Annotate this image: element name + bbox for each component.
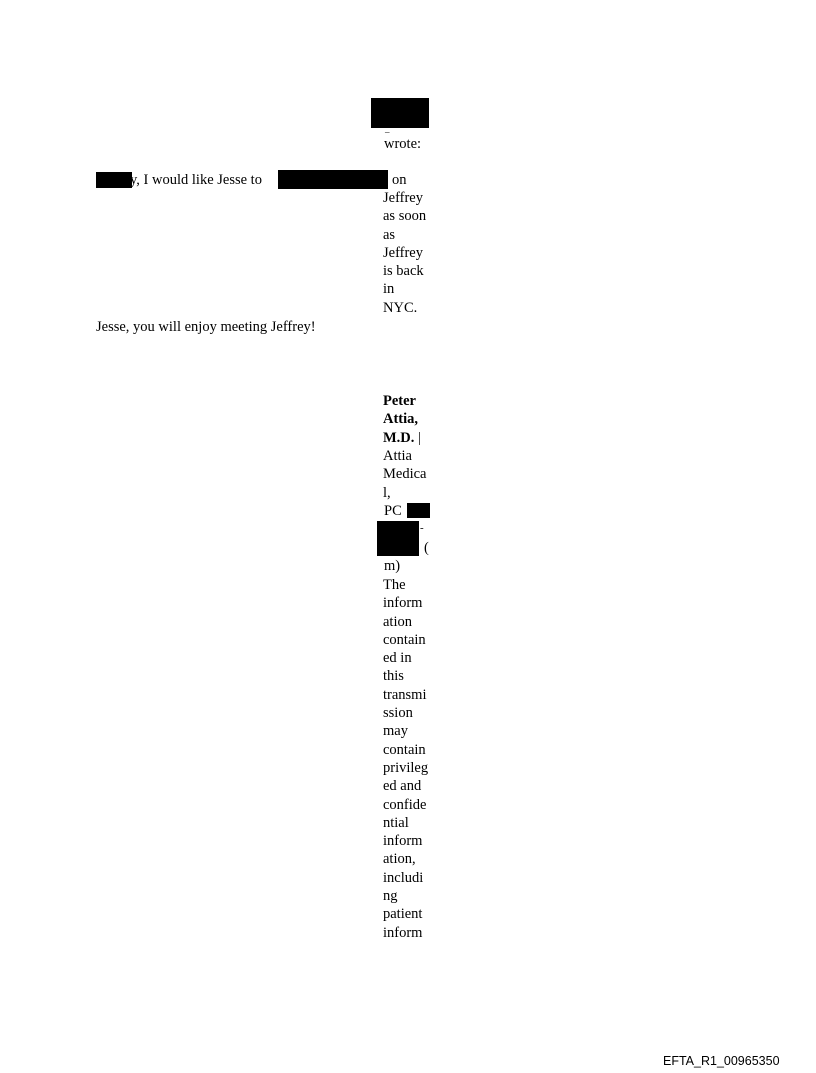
column-word: Jeffrey	[383, 190, 423, 206]
signature-name-line: Peter	[383, 393, 416, 409]
redaction-block	[377, 521, 419, 556]
disclaimer-line: ssion	[383, 705, 413, 722]
disclaimer-line: ation	[383, 613, 412, 630]
disclaimer-line: this	[383, 668, 404, 685]
disclaimer-line: ntial	[383, 814, 409, 831]
redaction-block	[371, 98, 429, 128]
signature-name-line: M.D. |	[383, 429, 421, 446]
disclaimer-line: ed in	[383, 650, 412, 667]
disclaimer-line: contain	[383, 631, 426, 648]
phone-dash: -	[420, 522, 424, 534]
disclaimer-line: inform	[383, 924, 423, 941]
message-greeting: y, I would like Jesse to	[130, 172, 262, 188]
disclaimer-line: patient	[383, 906, 423, 923]
company-line: l,	[383, 484, 391, 501]
company-line: Medica	[383, 466, 427, 483]
redaction-block	[278, 170, 388, 189]
underscore-mark: _	[385, 124, 390, 134]
column-word: as soon	[383, 208, 427, 225]
column-word: NYC.	[383, 299, 418, 316]
document-id: EFTA_R1_00965350	[663, 1054, 780, 1068]
disclaimer-line: ng	[383, 888, 398, 905]
paren-open: (	[424, 540, 429, 556]
redaction-block	[407, 503, 430, 518]
disclaimer-line: The	[383, 577, 406, 593]
disclaimer-line: may	[383, 723, 408, 740]
signature-name-line: Attia,	[383, 411, 419, 428]
disclaimer-line: contain	[383, 741, 426, 758]
disclaimer-line: confide	[383, 796, 427, 813]
company-line: Attia	[383, 448, 412, 464]
disclaimer-line: ed and	[383, 778, 422, 795]
message-on: on	[392, 172, 407, 188]
disclaimer-line: ation,	[383, 851, 416, 868]
signature-company	[383, 447, 435, 502]
message-column	[383, 189, 435, 317]
message-closing: Jesse, you will enjoy meeting Jeffrey!	[96, 319, 316, 335]
column-word: is back	[383, 263, 424, 280]
disclaimer-line: inform	[383, 833, 423, 850]
column-word: Jeffrey	[383, 244, 423, 261]
wrote-label: wrote:	[384, 136, 422, 152]
disclaimer-line: transmi	[383, 686, 427, 703]
redaction-block	[96, 172, 132, 188]
column-word: as	[383, 226, 396, 243]
disclaimer-line: privileg	[383, 759, 429, 776]
column-word: in	[383, 281, 395, 298]
signature-separator: |	[414, 429, 421, 446]
email-close: m)	[384, 558, 401, 574]
disclaimer-line: inform	[383, 595, 423, 612]
disclaimer-line: includi	[383, 869, 424, 886]
signature-name	[383, 392, 435, 447]
disclaimer	[383, 576, 435, 942]
company-pc: PC	[384, 503, 402, 519]
